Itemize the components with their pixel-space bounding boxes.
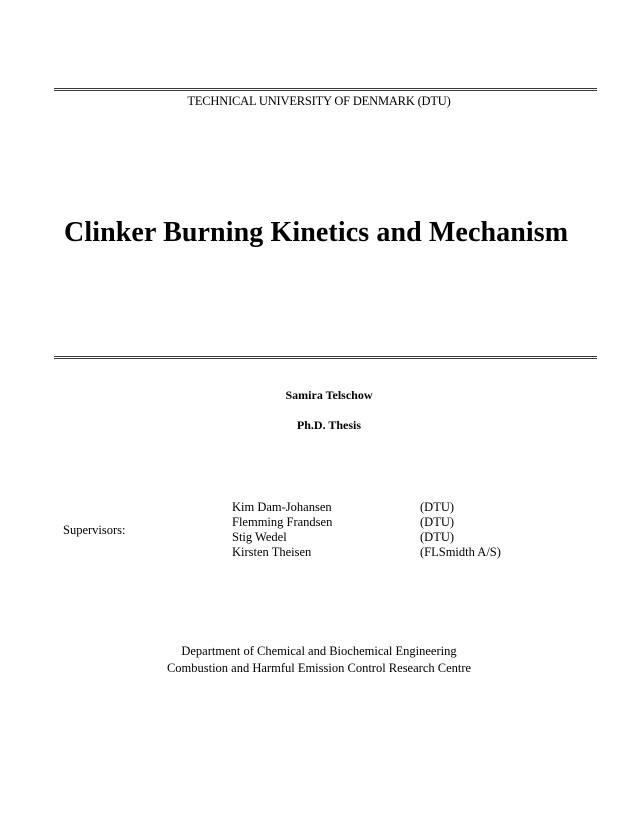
supervisor-row [0, 515, 638, 530]
research-centre-name: Combustion and Harmful Emission Control Research Centre [166, 661, 472, 675]
author-name: Samira Telschow [285, 388, 373, 402]
supervisor-name: Flemming Frandsen [232, 515, 333, 529]
title-divider [54, 356, 597, 359]
supervisor-row [0, 545, 638, 560]
supervisor-affiliation: (DTU) [420, 530, 455, 544]
supervisor-row [0, 500, 638, 515]
degree-type: Ph.D. Thesis [296, 418, 362, 432]
university-name: TECHNICAL UNIVERSITY OF DENMARK (DTU) [187, 94, 451, 108]
supervisor-affiliation: (FLSmidth A/S) [420, 545, 501, 559]
thesis-title: Clinker Burning Kinetics and Mechanism [64, 217, 569, 248]
supervisor-affiliation: (DTU) [420, 515, 455, 529]
top-divider [54, 88, 597, 91]
department-name: Department of Chemical and Biochemical Engineering [181, 644, 457, 658]
supervisors-list [0, 500, 638, 560]
supervisor-name: Kim Dam-Johansen [232, 500, 332, 514]
supervisor-name: Kirsten Theisen [232, 545, 312, 559]
supervisor-row [0, 530, 638, 545]
supervisors-label: Supervisors: [63, 523, 126, 537]
institution-block [0, 643, 638, 677]
supervisor-affiliation: (DTU) [420, 500, 455, 514]
supervisor-name: Stig Wedel [232, 530, 287, 544]
